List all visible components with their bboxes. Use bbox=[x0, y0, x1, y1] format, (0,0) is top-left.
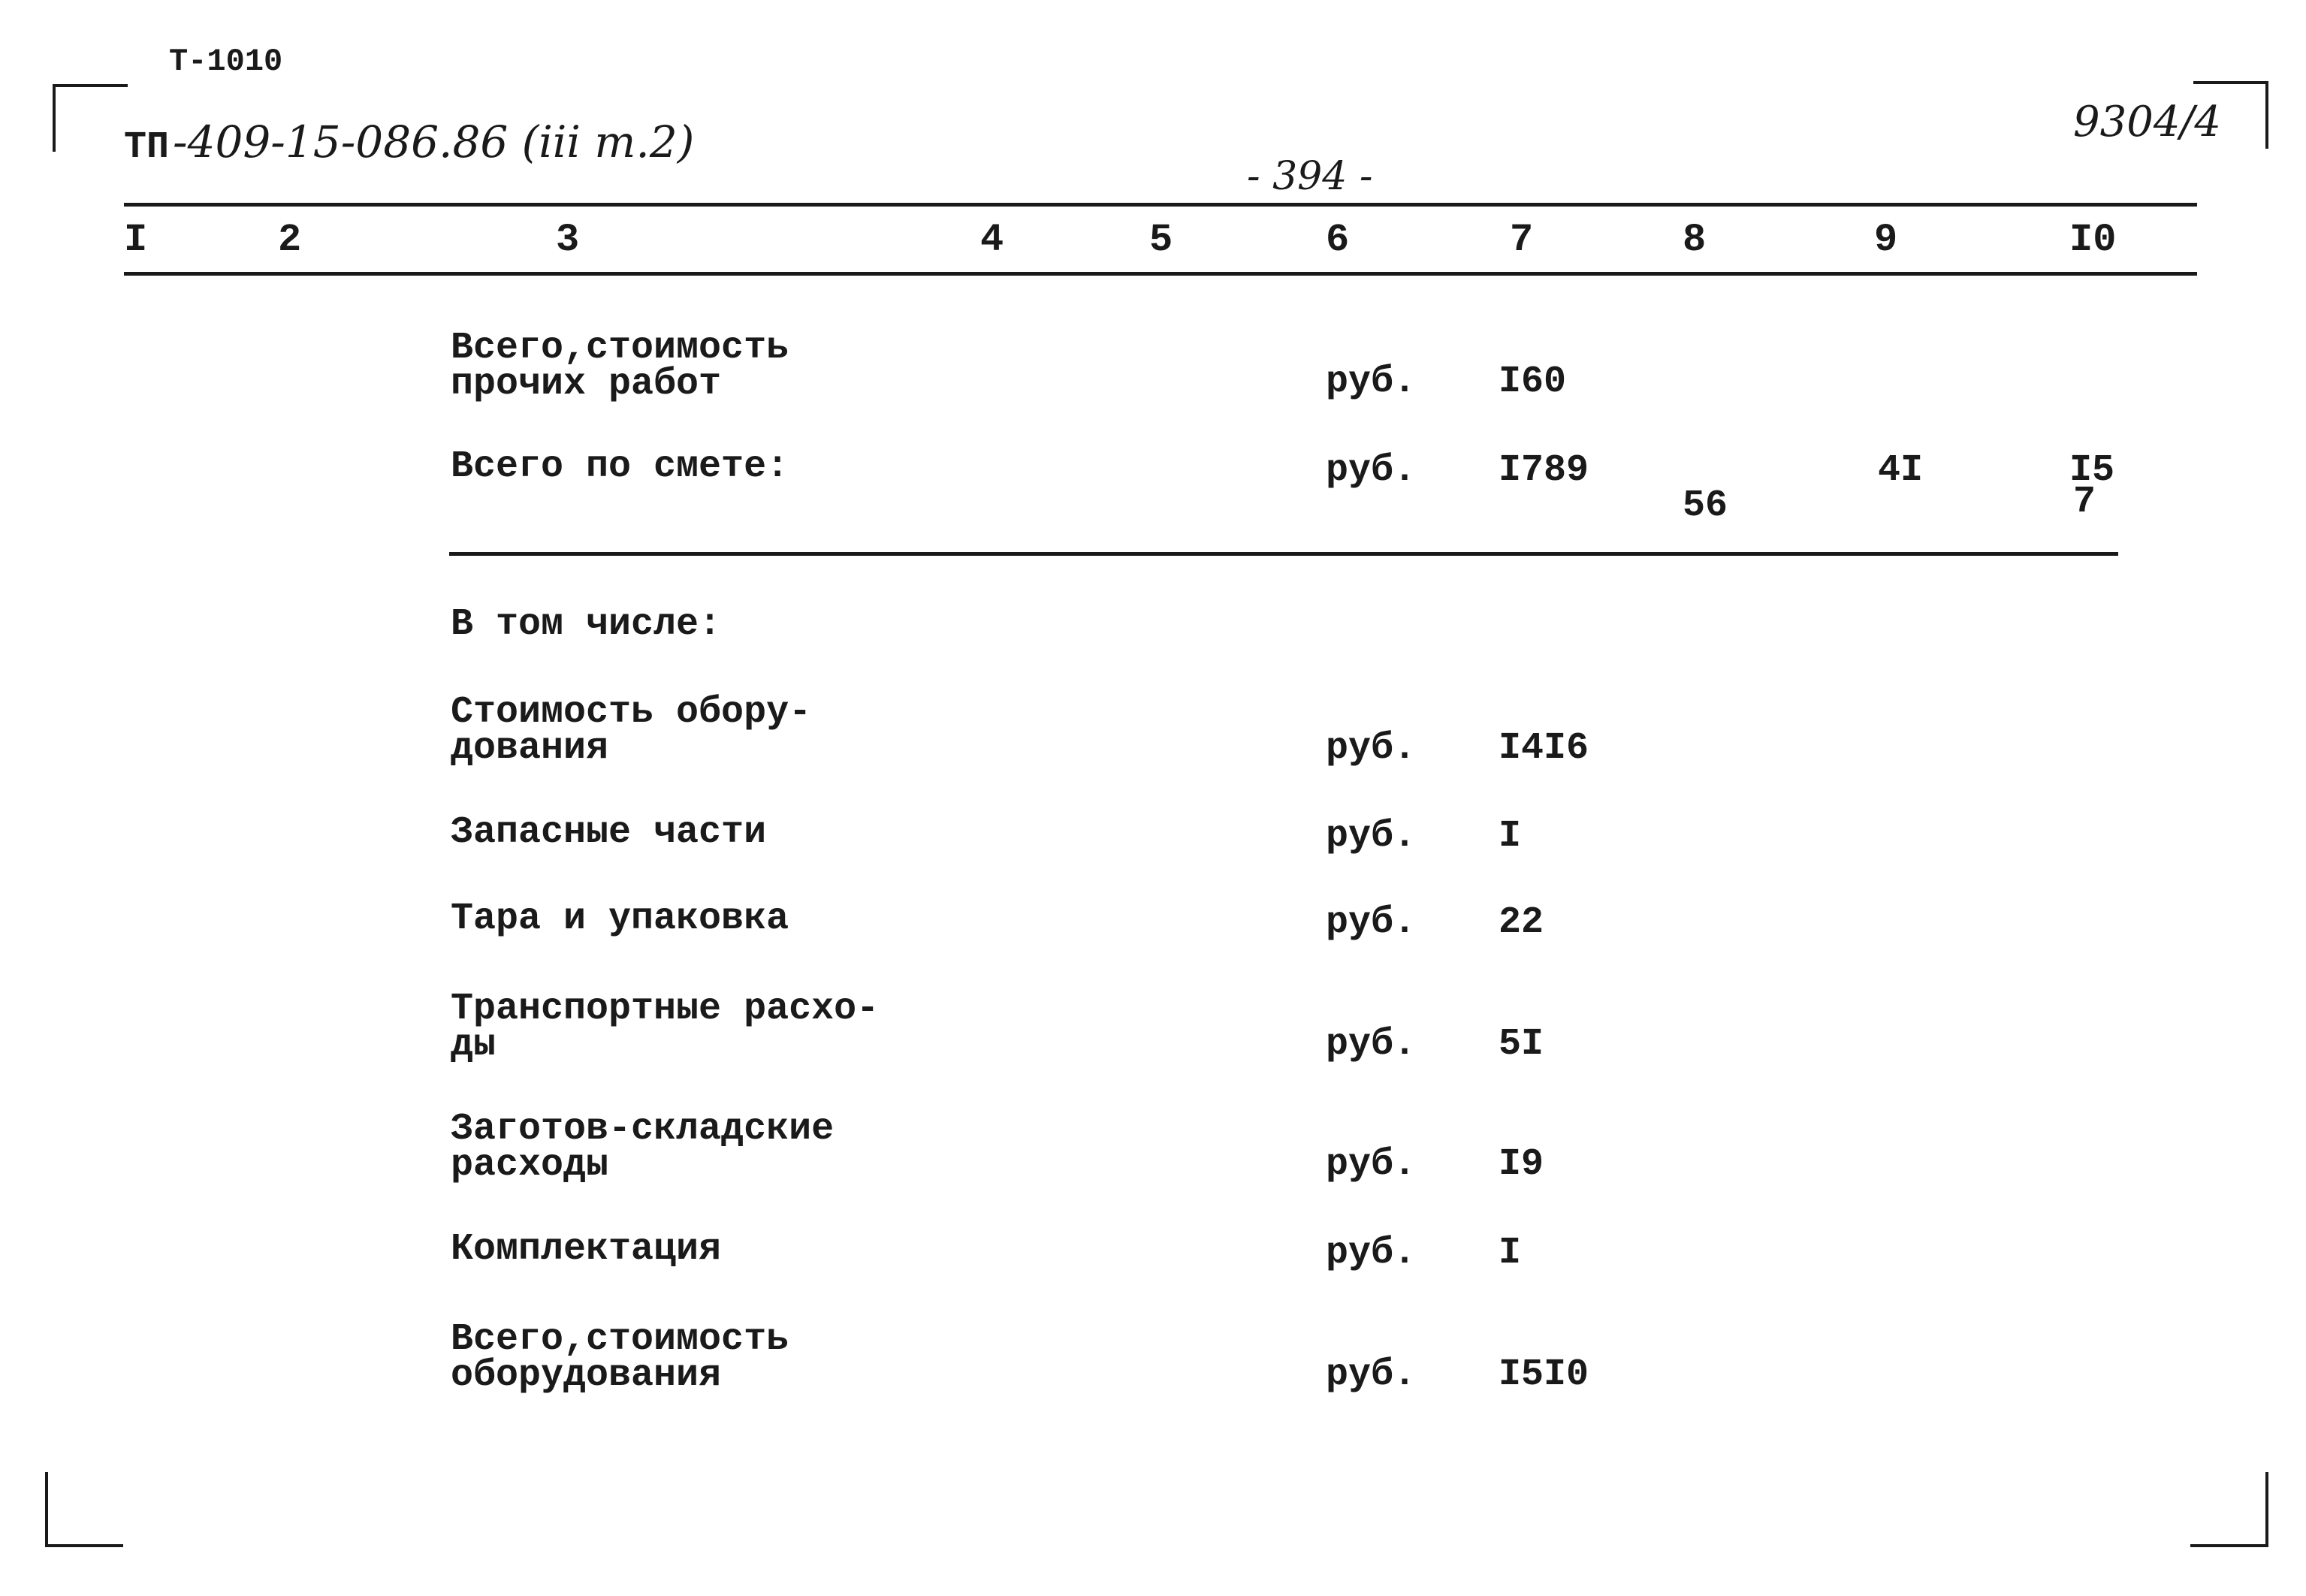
corner-mark-bottom-left-horizontal bbox=[45, 1544, 123, 1547]
row-value: I5I0 bbox=[1499, 1353, 1589, 1396]
summary-rule bbox=[449, 552, 2118, 556]
col8-value: 56 bbox=[1683, 484, 1728, 527]
column-header: 2 bbox=[278, 218, 302, 262]
row-label: Заготов-складские расходы bbox=[451, 1108, 835, 1187]
column-header: I0 bbox=[2069, 218, 2117, 262]
col9-value: 4I bbox=[1878, 449, 1924, 492]
row-value: I9 bbox=[1499, 1143, 1544, 1186]
column-header: 9 bbox=[1874, 218, 1898, 262]
row-label: Транспортные расхо- ды bbox=[451, 988, 880, 1067]
corner-mark-top-left-vertical bbox=[53, 84, 56, 152]
row-value: I bbox=[1499, 1232, 1522, 1275]
row-value: 22 bbox=[1499, 901, 1544, 944]
project-code: -409-15-086.86 (ⅲ т.2) bbox=[173, 116, 695, 167]
project-prefix: ТП bbox=[124, 126, 170, 169]
row-label: Стоимость обору- дования bbox=[451, 691, 812, 770]
corner-mark-top-right bbox=[2193, 81, 2268, 84]
row-label: Комплектация bbox=[451, 1228, 722, 1271]
row-unit: руб. bbox=[1326, 1023, 1417, 1066]
row-label: Всего,стоимость прочих работ bbox=[451, 327, 789, 406]
col10-value-bottom: 7 bbox=[2073, 481, 2096, 523]
row-value: I bbox=[1499, 815, 1522, 858]
top-code: Т-1010 bbox=[169, 44, 283, 80]
table-top-rule bbox=[124, 203, 2197, 207]
row-unit: руб. bbox=[1326, 449, 1417, 492]
column-header: 6 bbox=[1326, 218, 1350, 262]
corner-mark-top-right-vertical bbox=[2265, 81, 2268, 149]
row-unit: руб. bbox=[1326, 361, 1417, 403]
corner-mark-bottom-left bbox=[45, 1472, 48, 1547]
row-unit: руб. bbox=[1326, 1143, 1417, 1186]
corner-mark-bottom-right-horizontal bbox=[2190, 1544, 2268, 1547]
section-heading-including: В том числе: bbox=[451, 603, 722, 646]
row-label: Тара и упаковка bbox=[451, 898, 789, 940]
row-label: Всего,стоимость оборудования bbox=[451, 1318, 789, 1397]
row-label: Всего по смете: bbox=[451, 445, 789, 488]
column-header: I bbox=[124, 218, 148, 262]
row-unit: руб. bbox=[1326, 1353, 1417, 1396]
sheet-reference: 9304/4 bbox=[2073, 98, 2222, 146]
row-value: I60 bbox=[1499, 361, 1567, 403]
col10-value-top: I5 bbox=[2069, 449, 2115, 492]
corner-mark-bottom-right bbox=[2265, 1472, 2268, 1547]
row-value: I789 bbox=[1499, 449, 1589, 492]
row-value: 5I bbox=[1499, 1023, 1544, 1066]
column-header: 5 bbox=[1149, 218, 1173, 262]
row-unit: руб. bbox=[1326, 815, 1417, 858]
corner-mark-top-left bbox=[53, 84, 128, 87]
row-value: I4I6 bbox=[1499, 727, 1589, 770]
table-header-rule bbox=[124, 272, 2197, 276]
row-unit: руб. bbox=[1326, 727, 1417, 770]
row-unit: руб. bbox=[1326, 1232, 1417, 1275]
column-header: 3 bbox=[556, 218, 580, 262]
row-label: Запасные части bbox=[451, 811, 767, 854]
page-number: - 394 - bbox=[1247, 154, 1373, 199]
column-header: 8 bbox=[1683, 218, 1707, 262]
row-unit: руб. bbox=[1326, 901, 1417, 944]
column-header: 7 bbox=[1510, 218, 1534, 262]
column-header: 4 bbox=[980, 218, 1004, 262]
